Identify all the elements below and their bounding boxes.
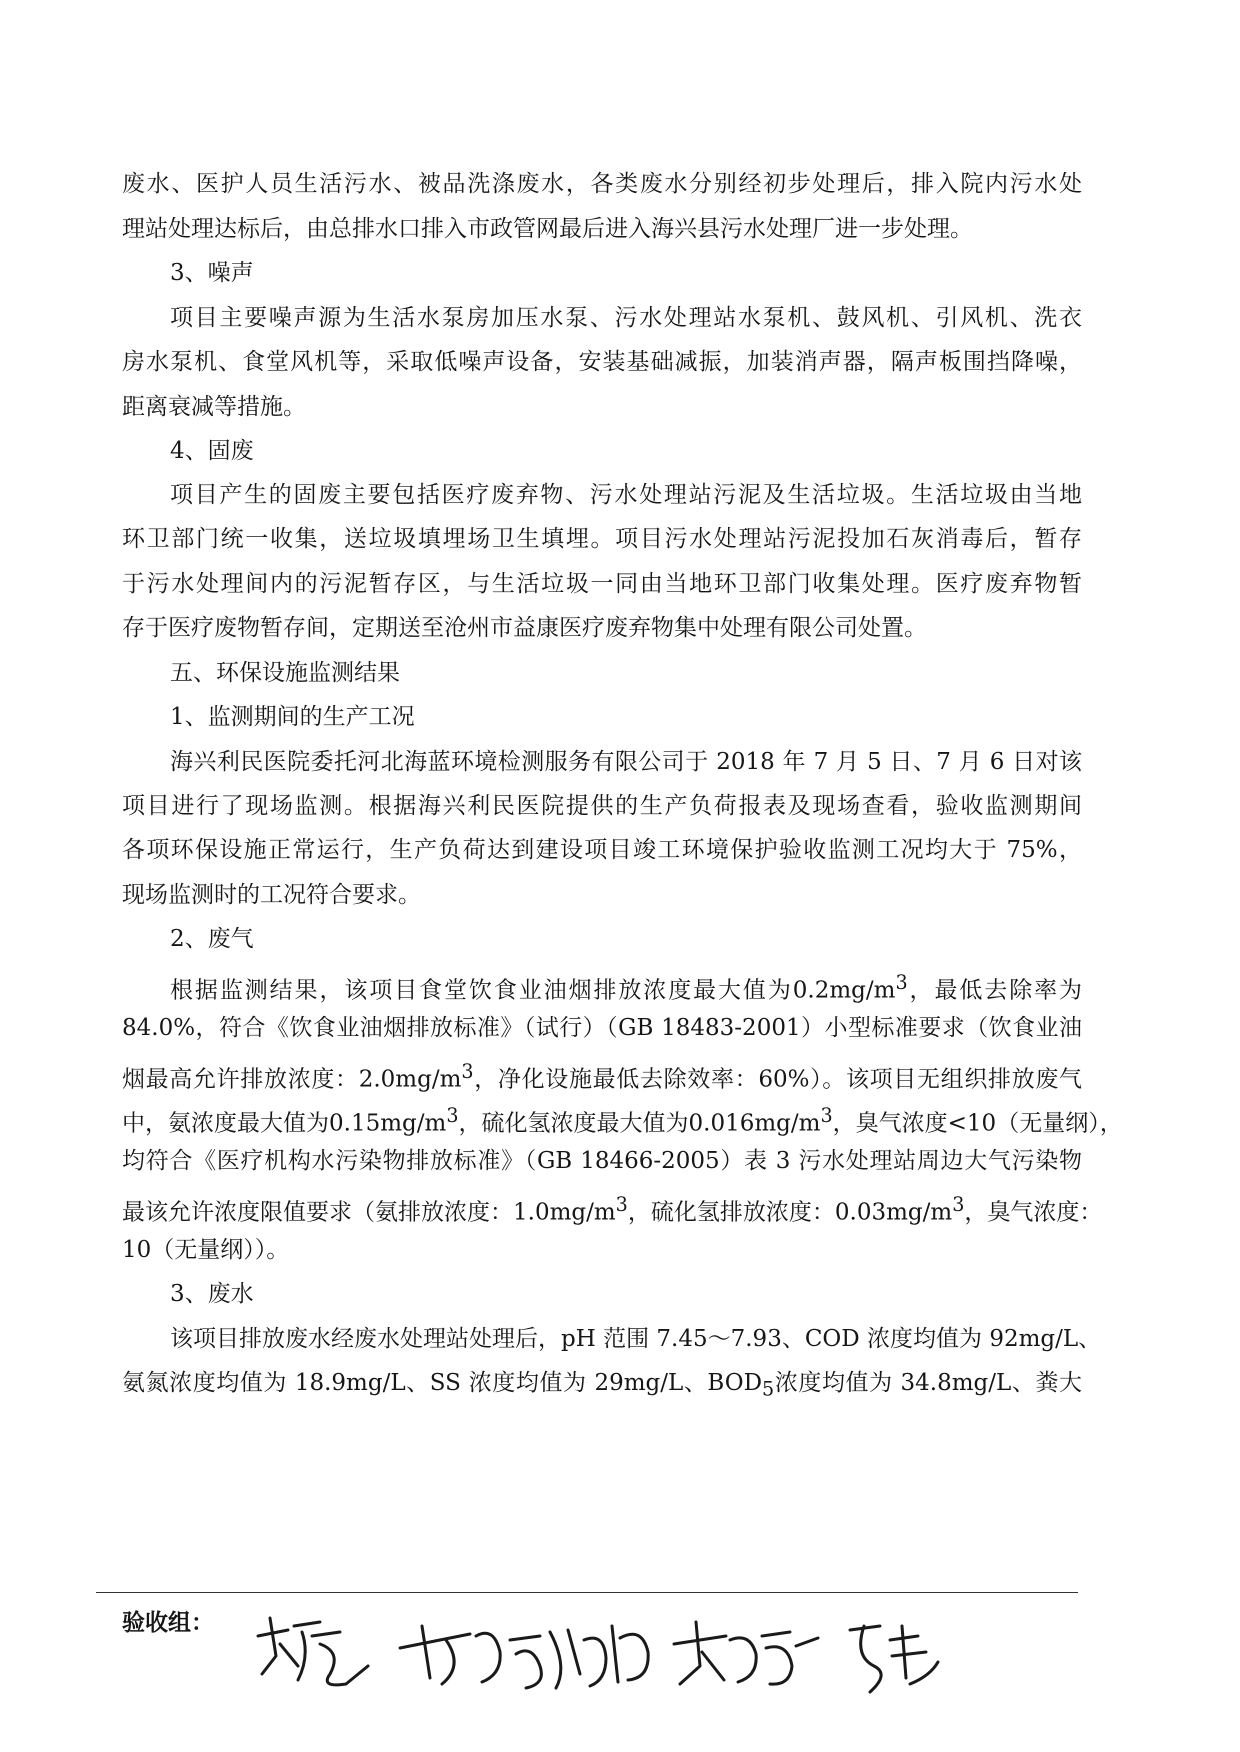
paragraph-line: 环卫部门统一收集，送垃圾填埋场卫生填埋。项目污水处理站污泥投加石灰消毒后，暂存	[122, 526, 1082, 552]
signature-2	[400, 1626, 541, 1688]
footer-divider	[96, 1592, 1078, 1593]
paragraph-line: 10（无量纲））。	[122, 1237, 290, 1263]
paragraph-line: 房水泵机、食堂风机等，采取低噪声设备，安装基础减振，加装消声器，隔声板围挡降噪，	[122, 349, 1082, 375]
heading-solid-waste: 4、固废	[170, 438, 254, 464]
paragraph-line: 84.0%，符合《饮食业油烟排放标准》（试行）（GB 18483-2001）小型标准要求（饮食业油	[122, 1015, 1082, 1041]
paragraph-line: 烟最高允许排放浓度：$2.0mg/m^3$，净化设施最低去除效率：60%）。该项目无组织排放废气	[122, 1060, 1083, 1093]
signature-5	[850, 1626, 938, 1692]
paragraph-line: 于污水处理间内的污泥暂存区，与生活垃圾一同由当地环卫部门收集处理。医疗废弃物暂	[122, 571, 1082, 597]
paragraph-line: 海兴利民医院委托河北海蓝环境检测服务有限公司于 2018 年 7 月 5 日、7 月 6 日对该	[170, 749, 1082, 775]
handwritten-signatures	[250, 1596, 1050, 1716]
signature-1	[258, 1618, 368, 1685]
acceptance-group-label: 验收组：	[122, 1610, 214, 1636]
paragraph-line: 氨氮浓度均值为 18.9mg/L、SS 浓度均值为 29mg/L、$BOD_5$浓度均值为 34.8mg/L、粪大	[122, 1370, 1083, 1401]
paragraph-line: 根据监测结果，该项目食堂饮食业油烟排放浓度最大值为$0.2mg/m^3$，最低去除率为	[170, 971, 1083, 1004]
signature-3	[550, 1626, 648, 1688]
heading-section-5: 五、环保设施监测结果	[170, 660, 400, 686]
paragraph-line: 项目主要噪声源为生活水泵房加压水泵、污水处理站水泵机、鼓风机、引风机、洗衣	[170, 305, 1082, 331]
paragraph-line: 距离衰减等措施。	[122, 394, 306, 420]
paragraph-line: 项目产生的固废主要包括医疗废弃物、污水处理站污泥及生活垃圾。生活垃圾由当地	[170, 482, 1082, 508]
paragraph-line: 最该允许浓度限值要求（氨排放浓度：$1.0mg/m^3$，硫化氢排放浓度：$0.03mg/m^3$，臭气浓度：	[122, 1193, 1103, 1226]
heading-waste-gas: 2、废气	[170, 926, 254, 952]
heading-wastewater: 3、废水	[170, 1281, 254, 1307]
paragraph-line: 该项目排放废水经废水处理站处理后，pH 范围 7.45～7.93、COD 浓度均值为 92mg/L、	[170, 1326, 1102, 1352]
paragraph-line: 存于医疗废物暂存间，定期送至沧州市益康医疗废弃物集中处理有限公司处置。	[122, 615, 927, 641]
paragraph-line: 废水、医护人员生活污水、被品洗涤废水，各类废水分别经初步处理后，排入院内污水处	[122, 171, 1082, 197]
signature-4	[674, 1622, 818, 1684]
paragraph-line: 各项环保设施正常运行，生产负荷达到建设项目竣工环境保护验收监测工况均大于 75%，	[122, 837, 1082, 863]
heading-noise: 3、噪声	[170, 260, 254, 286]
paragraph-line: 理站处理达标后，由总排水口排入市政管网最后进入海兴县污水处理厂进一步处理。	[122, 216, 973, 242]
paragraph-line: 均符合《医疗机构水污染物排放标准》（GB 18466-2005）表 3 污水处理站周边大气污染物	[122, 1148, 1083, 1174]
heading-operating-conditions: 1、监测期间的生产工况	[170, 704, 415, 730]
paragraph-line: 现场监测时的工况符合要求。	[122, 882, 421, 908]
paragraph-line: 中，氨浓度最大值为$0.15mg/m^3$，硫化氢浓度最大值为$0.016mg/m^3$，臭气浓度<10（无量纲），	[122, 1104, 1123, 1137]
paragraph-line: 项目进行了现场监测。根据海兴利民医院提供的生产负荷报表及现场查看，验收监测期间	[122, 793, 1082, 819]
